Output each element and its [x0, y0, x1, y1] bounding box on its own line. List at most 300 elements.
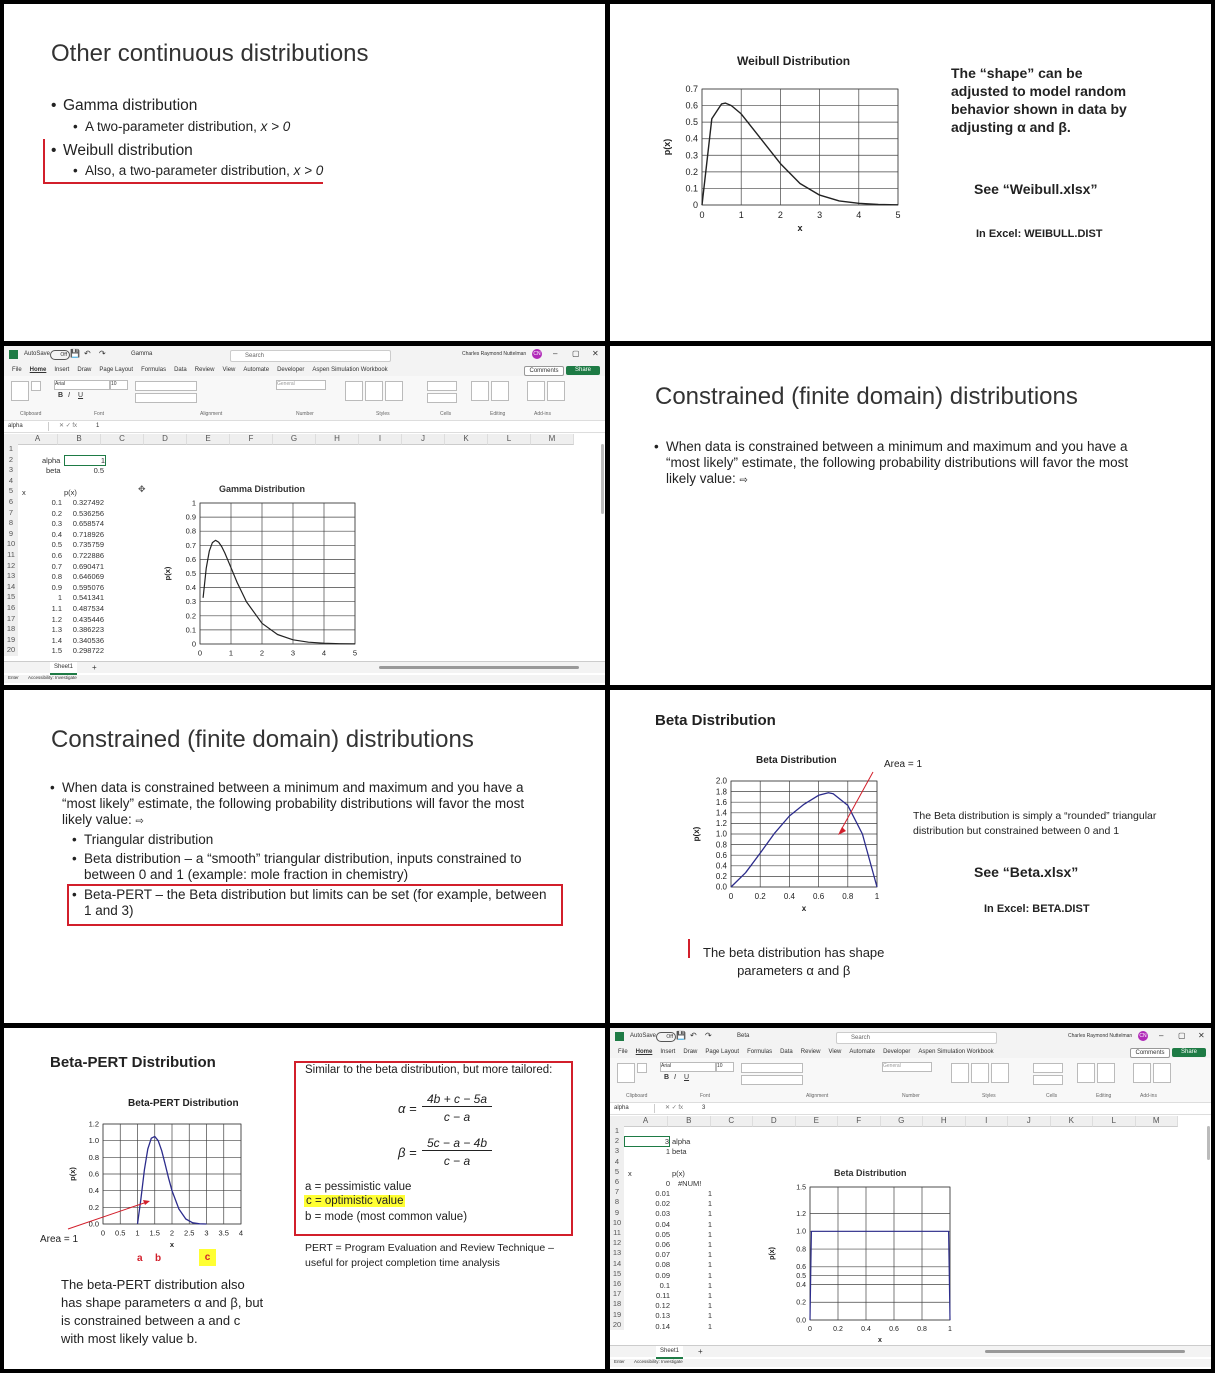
row-header[interactable]: 11	[4, 550, 18, 561]
px-cell[interactable]: 0.541341	[72, 593, 104, 603]
slide-constrained-2	[4, 690, 605, 1023]
px-cell[interactable]: 0.435446	[72, 614, 104, 624]
y-tick-label: 0.2	[715, 872, 727, 882]
menu-item[interactable]: Aspen Simulation Workbook	[918, 1049, 994, 1055]
format-icon[interactable]	[427, 393, 457, 403]
px-cell[interactable]: 1	[707, 1189, 712, 1198]
ribbon-group-label: Styles	[376, 411, 390, 417]
analyze-data-icon[interactable]	[547, 381, 565, 401]
row-header[interactable]: 5	[610, 1167, 624, 1177]
vertical-scrollbar[interactable]	[1207, 1126, 1210, 1160]
sort-filter-icon[interactable]	[471, 381, 489, 401]
x-cell[interactable]: 1.5	[51, 646, 62, 656]
px-cell[interactable]: 1	[707, 1280, 712, 1290]
row-header[interactable]: 12	[610, 1238, 624, 1248]
px-cell[interactable]: 1	[707, 1199, 712, 1209]
row-header[interactable]: 19	[610, 1310, 624, 1320]
x-cell[interactable]: 1.1	[51, 604, 62, 613]
font-size-select[interactable]: 10	[110, 380, 128, 390]
px-cell[interactable]: 0.340536	[72, 635, 104, 645]
beta-cell[interactable]: 0.5	[93, 466, 104, 475]
gamma-chart	[4, 434, 605, 656]
conditional-format-icon[interactable]	[951, 1063, 969, 1083]
x-cell[interactable]: 0.3	[51, 519, 62, 529]
menu-item[interactable]: Draw	[683, 1049, 698, 1055]
menu-item[interactable]: Home	[29, 367, 47, 373]
beta-label[interactable]: beta	[46, 466, 61, 475]
menu-item[interactable]: File	[12, 367, 22, 373]
menu-item[interactable]: View	[222, 367, 236, 373]
cell-styles-icon[interactable]	[385, 381, 403, 401]
column-header[interactable]: B	[58, 434, 101, 445]
bold-button[interactable]: B	[664, 1074, 670, 1081]
slide-heading: Beta-PERT Distribution	[50, 1054, 216, 1071]
column-header[interactable]: I	[966, 1116, 1009, 1127]
underline-button[interactable]: U	[684, 1074, 690, 1081]
paste-icon[interactable]	[617, 1063, 635, 1083]
cut-icon[interactable]	[637, 1063, 647, 1073]
menu-item[interactable]: Draw	[77, 367, 92, 373]
menu-item[interactable]: Review	[194, 367, 215, 373]
x-tick-label: 3	[290, 648, 296, 658]
x-cell[interactable]: 0.13	[655, 1311, 670, 1321]
minimize-icon[interactable]: –	[553, 349, 558, 358]
column-header[interactable]: K	[445, 434, 488, 445]
menu-item[interactable]: Data	[174, 367, 187, 373]
x-cell[interactable]: 0.09	[655, 1270, 670, 1280]
y-tick-label: 0.6	[685, 100, 698, 111]
beta-label[interactable]: beta	[672, 1147, 687, 1156]
row-header[interactable]: 4	[610, 1157, 624, 1167]
x-header[interactable]: x	[22, 488, 26, 497]
insert-icon[interactable]	[427, 381, 457, 391]
font-size-select[interactable]: 10	[716, 1062, 734, 1072]
column-header[interactable]: L	[1093, 1116, 1136, 1127]
x-tick-label: 1	[948, 1326, 952, 1333]
beta-chart	[610, 690, 1211, 1023]
x-cell[interactable]: 0.6	[51, 551, 62, 560]
def-c: c = optimistic value	[306, 1195, 404, 1207]
bullet-constrained: • When data is constrained between a minimum and maximum and you have a “most likely” estimate, the following probability distributions will favor the most likely value: ⇨	[654, 439, 1129, 486]
column-header[interactable]: I	[359, 434, 402, 445]
row-header[interactable]: 7	[4, 508, 18, 519]
formula-input[interactable]: 1	[96, 423, 100, 429]
horizontal-scrollbar[interactable]	[379, 666, 579, 669]
x-cell[interactable]: 1.4	[51, 635, 62, 645]
px-header[interactable]: p(x)	[64, 488, 77, 497]
maximize-icon[interactable]: ▢	[1178, 1031, 1186, 1040]
add-sheet-icon[interactable]: +	[92, 663, 97, 672]
name-box[interactable]: alpha	[8, 422, 49, 431]
x-cell[interactable]: 0.7	[51, 561, 62, 571]
row-header[interactable]: 1	[4, 444, 18, 455]
column-header[interactable]: C	[711, 1116, 754, 1127]
menu-item[interactable]: Insert	[660, 1049, 676, 1055]
column-header[interactable]: G	[881, 1116, 924, 1127]
beta-den: c − a	[443, 1154, 471, 1168]
column-header[interactable]: G	[273, 434, 316, 445]
column-header[interactable]: H	[316, 434, 359, 445]
save-icon[interactable]: 💾	[70, 349, 80, 358]
px-header[interactable]: p(x)	[672, 1169, 685, 1178]
x-cell[interactable]: 0.4	[51, 529, 62, 539]
beta-cell[interactable]: 1	[665, 1147, 670, 1156]
y-tick-label: 0.5	[185, 569, 196, 578]
search-box[interactable]: Search	[230, 350, 391, 362]
row-header[interactable]: 6	[4, 497, 18, 508]
row-header[interactable]: 2	[610, 1136, 624, 1146]
name-box[interactable]: alpha	[614, 1104, 655, 1113]
column-header[interactable]: J	[1008, 1116, 1051, 1127]
close-icon[interactable]: ✕	[592, 349, 599, 358]
merge-icon[interactable]	[741, 1075, 803, 1085]
column-header[interactable]: E	[187, 434, 230, 445]
y-tick-label: 0.8	[88, 1152, 99, 1162]
beta-eq: β =	[398, 1145, 417, 1160]
row-header[interactable]: 18	[4, 624, 18, 635]
horizontal-scrollbar[interactable]	[985, 1350, 1185, 1353]
px-cell[interactable]: 1	[707, 1219, 712, 1229]
x-tick-label: 0.4	[783, 892, 795, 901]
px-cell[interactable]: 1	[707, 1311, 712, 1321]
x-axis-label: x	[169, 1240, 175, 1249]
redo-icon[interactable]: ↷	[99, 349, 106, 358]
x-cell[interactable]: 0.11	[655, 1291, 670, 1300]
y-tick-label: 0.2	[88, 1202, 99, 1212]
sheet-tabs	[4, 661, 605, 673]
column-header[interactable]: M	[1136, 1116, 1179, 1127]
row-header[interactable]: 13	[610, 1248, 624, 1258]
column-header[interactable]: A	[624, 1116, 668, 1127]
avatar[interactable]: CN	[1139, 1033, 1147, 1039]
alpha-cell[interactable]: 3	[624, 1136, 670, 1147]
share-button[interactable]: Share	[566, 366, 600, 375]
column-header[interactable]: E	[796, 1116, 839, 1127]
y-axis-label: p(x)	[662, 138, 672, 156]
alpha-label[interactable]: alpha	[672, 1137, 691, 1146]
row-header[interactable]: 9	[4, 529, 18, 540]
close-icon[interactable]: ✕	[1198, 1031, 1205, 1040]
column-header[interactable]: C	[101, 434, 144, 445]
px-cell[interactable]: 1	[707, 1229, 712, 1239]
row-header[interactable]: 14	[4, 582, 18, 593]
row-header[interactable]: 16	[610, 1279, 624, 1289]
excel-logo-icon	[9, 350, 18, 359]
x-tick-label: 0	[808, 1326, 812, 1333]
px-cell[interactable]: 0.595076	[72, 582, 104, 592]
px-cell[interactable]: 1	[707, 1270, 712, 1280]
alpha-label[interactable]: alpha	[42, 456, 61, 465]
save-icon[interactable]: 💾	[676, 1031, 686, 1040]
italic-button[interactable]: I	[674, 1074, 676, 1081]
column-header[interactable]: F	[230, 434, 273, 445]
menu-item[interactable]: Review	[800, 1049, 821, 1055]
ribbon-group-label: Alignment	[200, 411, 223, 417]
see-file: See “Beta.xlsx”	[974, 864, 1079, 880]
px-cell[interactable]: 0.718926	[72, 529, 104, 539]
x-cell[interactable]: 0.14	[655, 1321, 670, 1331]
paste-icon[interactable]	[11, 381, 29, 401]
def-b: b = mode (most common value)	[305, 1211, 468, 1223]
row-header[interactable]: 8	[4, 518, 18, 529]
minimize-icon[interactable]: –	[1159, 1031, 1164, 1040]
ribbon-group-label: Number	[296, 411, 314, 417]
underline-button[interactable]: U	[78, 392, 84, 399]
px-cell[interactable]: 0.646069	[72, 572, 104, 582]
px-cell[interactable]: 1	[707, 1260, 712, 1270]
x-first[interactable]: 0	[665, 1179, 670, 1188]
row-header[interactable]: 3	[610, 1146, 624, 1156]
number-format-select[interactable]: General	[882, 1062, 932, 1072]
menu-item[interactable]: Formulas	[141, 367, 167, 373]
y-tick-label: 0.8	[796, 1246, 806, 1254]
x-tick-label: 3	[817, 210, 823, 220]
find-select-icon[interactable]	[1097, 1063, 1115, 1083]
row-header[interactable]: 2	[4, 455, 18, 466]
row-header[interactable]: 3	[4, 465, 18, 476]
x-cell[interactable]: 0.02	[655, 1199, 670, 1209]
x-cell[interactable]: 0.2	[51, 508, 62, 518]
row-header[interactable]: 19	[4, 635, 18, 646]
y-tick-label: 0.5	[796, 1273, 806, 1280]
row-header[interactable]: 13	[4, 571, 18, 582]
px-cell[interactable]: 0.487534	[72, 604, 104, 613]
cut-icon[interactable]	[31, 381, 41, 391]
bullet-weibull: • Weibull distribution	[51, 142, 193, 159]
sub-weibull: • Also, a two-parameter distribution, x > 0	[73, 163, 324, 178]
x-axis-label: x	[801, 904, 807, 913]
px-cell[interactable]: 1	[707, 1291, 712, 1300]
excel-logo-icon	[615, 1032, 624, 1041]
alpha-cell[interactable]: 1	[64, 455, 106, 466]
italic-button[interactable]: I	[68, 392, 70, 399]
column-header[interactable]: J	[402, 434, 445, 445]
row-header[interactable]: 6	[610, 1177, 624, 1187]
menu-bar	[610, 1046, 1211, 1058]
merge-icon[interactable]	[135, 393, 197, 403]
menu-item[interactable]: File	[618, 1049, 628, 1055]
x-header[interactable]: x	[628, 1169, 632, 1178]
menu-item[interactable]: Formulas	[747, 1049, 773, 1055]
insert-icon[interactable]	[1033, 1063, 1063, 1073]
analyze-data-icon[interactable]	[1153, 1063, 1171, 1083]
y-tick-label: 0.1	[685, 183, 698, 194]
conditional-format-icon[interactable]	[345, 381, 363, 401]
row-header[interactable]: 15	[610, 1269, 624, 1279]
row-header[interactable]: 10	[610, 1218, 624, 1228]
menu-item[interactable]: Home	[635, 1049, 653, 1055]
align-icon[interactable]	[741, 1063, 803, 1073]
px-cell[interactable]: 1	[707, 1209, 712, 1219]
row-header[interactable]: 4	[4, 476, 18, 487]
row-header[interactable]: 8	[610, 1197, 624, 1207]
px-cell[interactable]: 1	[707, 1301, 712, 1311]
x-cell[interactable]: 0.03	[655, 1209, 670, 1219]
format-table-icon[interactable]	[971, 1063, 989, 1083]
formula-input[interactable]: 3	[702, 1105, 706, 1111]
bold-button[interactable]: B	[58, 392, 64, 399]
ribbon-group-label: Font	[94, 411, 105, 417]
pointer-icon: ⇨	[135, 816, 144, 827]
clipboard-group	[616, 1062, 648, 1084]
ribbon-group-label: Editing	[1096, 1093, 1112, 1099]
row-header[interactable]: 15	[4, 592, 18, 603]
px-cell[interactable]: 1	[707, 1250, 712, 1260]
font-select[interactable]: Arial	[660, 1062, 716, 1072]
row-header[interactable]: 18	[610, 1299, 624, 1309]
sheet-tabs	[610, 1345, 1211, 1357]
chart-title: Beta Distribution	[834, 1168, 907, 1178]
maximize-icon[interactable]: ▢	[572, 349, 580, 358]
px-cell[interactable]: 0.735759	[72, 540, 104, 550]
column-header[interactable]: A	[18, 434, 58, 445]
x-cell[interactable]: 1.2	[51, 614, 62, 624]
menu-item[interactable]: Page Layout	[705, 1049, 740, 1055]
menu-item[interactable]: Developer	[277, 367, 305, 373]
x-cell[interactable]: 0.06	[655, 1240, 670, 1249]
menu-item[interactable]: Page Layout	[99, 367, 134, 373]
sort-filter-icon[interactable]	[1077, 1063, 1095, 1083]
format-icon[interactable]	[1033, 1075, 1063, 1085]
px-cell[interactable]: 1	[707, 1321, 712, 1331]
editing-group	[470, 380, 510, 402]
x-cell[interactable]: 0.1	[51, 498, 62, 507]
column-header[interactable]: H	[923, 1116, 966, 1127]
y-tick-label: 0.4	[685, 133, 698, 144]
x-tick-label: 1	[738, 210, 744, 220]
y-tick-label: 0.9	[185, 512, 196, 522]
comments-button[interactable]: Comments	[524, 366, 564, 376]
row-header[interactable]: 1	[610, 1126, 624, 1136]
x-cell[interactable]: 1	[57, 593, 62, 603]
avatar[interactable]: CN	[533, 351, 541, 357]
y-tick-label: 1	[191, 498, 196, 508]
x-cell[interactable]: 0.1	[659, 1280, 670, 1290]
autosave-toggle[interactable]: Off	[656, 1032, 676, 1042]
column-header[interactable]: K	[1051, 1116, 1094, 1127]
px-cell[interactable]: 0.298722	[72, 646, 104, 656]
cells-group	[426, 380, 458, 404]
y-tick-label: 1.8	[715, 787, 727, 797]
px-cell[interactable]: 0.722886	[72, 551, 104, 560]
slide-beta-pert	[4, 1028, 605, 1369]
row-header[interactable]: 20	[4, 645, 18, 656]
x-cell[interactable]: 0.04	[655, 1219, 670, 1229]
document-name: Gamma	[131, 351, 153, 357]
autosave-toggle[interactable]: Off	[50, 350, 70, 360]
add-sheet-icon[interactable]: +	[698, 1347, 703, 1356]
number-format-select[interactable]: General	[276, 380, 326, 390]
addins-icon[interactable]	[1133, 1063, 1151, 1083]
user-name: Charles Raymond Nuttelman	[462, 351, 527, 357]
menu-item[interactable]: Automate	[849, 1049, 876, 1055]
y-tick-label: 1.2	[715, 819, 727, 829]
menu-item[interactable]: View	[828, 1049, 842, 1055]
px-cell[interactable]: 0.536256	[72, 508, 104, 518]
x-cell[interactable]: 0.9	[51, 582, 62, 592]
y-tick-label: 0	[692, 200, 698, 210]
px-cell[interactable]: 0.690471	[72, 561, 104, 571]
menu-item[interactable]: Automate	[243, 367, 270, 373]
undo-icon[interactable]: ↶	[690, 1031, 697, 1040]
row-header[interactable]: 7	[610, 1187, 624, 1197]
vertical-scrollbar[interactable]	[601, 444, 604, 514]
px-cell[interactable]: 0.386223	[72, 625, 104, 635]
find-select-icon[interactable]	[491, 381, 509, 401]
x-tick-label: 1.5	[149, 1228, 160, 1238]
redo-icon[interactable]: ↷	[705, 1031, 712, 1040]
column-header[interactable]: D	[753, 1116, 796, 1127]
px-first[interactable]: #NUM!	[678, 1179, 702, 1188]
column-header[interactable]: L	[488, 434, 531, 445]
row-header[interactable]: 17	[610, 1289, 624, 1299]
comments-button[interactable]: Comments	[1130, 1048, 1170, 1058]
column-header[interactable]: D	[144, 434, 187, 445]
format-table-icon[interactable]	[365, 381, 383, 401]
column-header[interactable]: F	[838, 1116, 881, 1127]
row-header[interactable]: 10	[4, 539, 18, 550]
spreadsheet-grid	[610, 1116, 1211, 1344]
x-cell[interactable]: 0.12	[655, 1301, 670, 1311]
row-header[interactable]: 16	[4, 603, 18, 614]
row-header[interactable]: 12	[4, 561, 18, 572]
menu-item[interactable]: Developer	[883, 1049, 911, 1055]
column-header[interactable]: M	[531, 434, 574, 445]
styles-group	[344, 380, 404, 402]
align-icon[interactable]	[135, 381, 197, 391]
row-header[interactable]: 14	[610, 1259, 624, 1269]
sheet-tab[interactable]: Sheet1	[50, 662, 77, 675]
menu-item[interactable]: Data	[780, 1049, 793, 1055]
column-header[interactable]: B	[668, 1116, 711, 1127]
menu-item[interactable]: Insert	[54, 367, 70, 373]
x-cell[interactable]: 0.01	[655, 1189, 670, 1198]
slide-title: Other continuous distributions	[51, 40, 369, 67]
sheet-tab[interactable]: Sheet1	[656, 1346, 683, 1359]
x-tick-label: 0.2	[754, 892, 766, 901]
cell-styles-icon[interactable]	[991, 1063, 1009, 1083]
ribbon-group-label: Editing	[490, 411, 506, 417]
row-header[interactable]: 5	[4, 486, 18, 497]
row-header[interactable]: 20	[610, 1320, 624, 1330]
px-cell[interactable]: 1	[707, 1240, 712, 1249]
share-button[interactable]: Share	[1172, 1048, 1206, 1057]
ink-mark	[43, 139, 45, 183]
px-cell[interactable]: 0.327492	[72, 498, 104, 507]
x-cell[interactable]: 0.08	[655, 1260, 670, 1270]
y-tick-label: 0.6	[185, 554, 196, 564]
menu-item[interactable]: Aspen Simulation Workbook	[312, 367, 388, 373]
x-tick-label: 0.6	[889, 1326, 899, 1333]
pointer-icon: ⇨	[739, 475, 748, 486]
x-cell[interactable]: 0.5	[51, 540, 62, 550]
undo-icon[interactable]: ↶	[84, 349, 91, 358]
addins-icon[interactable]	[527, 381, 545, 401]
x-cell[interactable]: 0.07	[655, 1250, 670, 1260]
x-cell[interactable]: 0.05	[655, 1229, 670, 1239]
px-cell[interactable]: 0.658574	[72, 519, 104, 529]
menu-items	[12, 364, 396, 376]
font-select[interactable]: Arial	[54, 380, 110, 390]
search-box[interactable]: Search	[836, 1032, 997, 1044]
x-tick-label: 1	[228, 648, 234, 658]
row-header[interactable]: 11	[610, 1228, 624, 1238]
menu-items	[618, 1046, 1002, 1058]
row-header[interactable]: 17	[4, 614, 18, 625]
row-header[interactable]: 9	[610, 1208, 624, 1218]
x-cell[interactable]: 0.8	[51, 572, 62, 582]
x-cell[interactable]: 1.3	[51, 625, 62, 635]
